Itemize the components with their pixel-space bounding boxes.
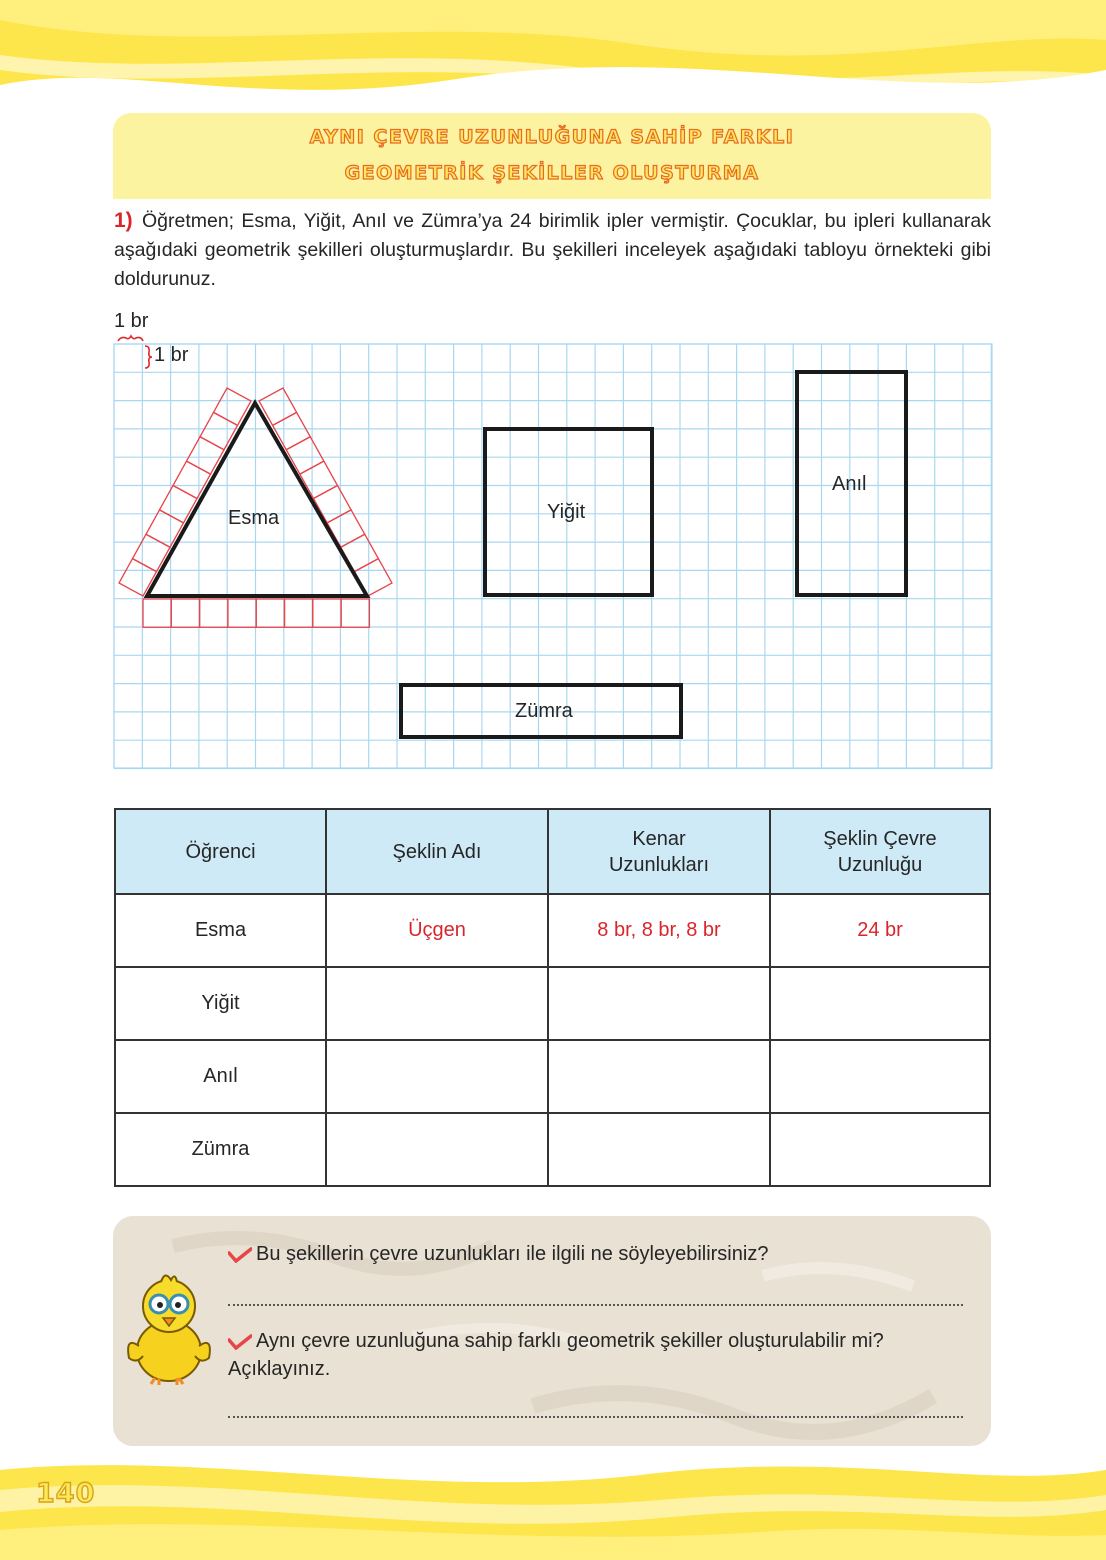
cell-perimeter[interactable] xyxy=(770,967,990,1040)
unit-bracket-side xyxy=(145,346,152,368)
cell-shape-name[interactable] xyxy=(326,1113,548,1186)
page-number: 140 xyxy=(36,1478,96,1509)
cell-shape-name: Üçgen xyxy=(326,894,548,967)
red-check-icon xyxy=(228,1247,252,1263)
reflection-question-2-text: Aynı çevre uzunluğuna sahip farklı geometrik şekiller oluşturulabilir mi? xyxy=(256,1330,884,1352)
table-header-row xyxy=(115,809,990,894)
cell-student: Zümra xyxy=(115,1113,326,1186)
label-yigit: Yiğit xyxy=(547,501,586,523)
cell-perimeter[interactable] xyxy=(770,1113,990,1186)
reflection-question-1 xyxy=(228,1240,768,1268)
table-row xyxy=(115,1040,990,1113)
unit-bracket-top xyxy=(118,336,143,341)
unit-label-top: 1 br xyxy=(114,310,149,332)
cell-shape-name[interactable] xyxy=(326,967,548,1040)
answer-line-1[interactable] xyxy=(228,1304,963,1306)
cell-side-lengths[interactable] xyxy=(548,967,770,1040)
bottom-wave-decoration xyxy=(0,1440,1106,1560)
table-row xyxy=(115,894,990,967)
cell-shape-name[interactable] xyxy=(326,1040,548,1113)
table-row xyxy=(115,967,990,1040)
label-zumra: Zümra xyxy=(515,700,573,722)
question-text: Öğretmen; Esma, Yiğit, Anıl ve Zümra’ya 24 birimlik ipler vermiştir. Çocuklar, bu ipleri kullanarak aşağıdaki geometrik şekilleri oluşturmuşlardır. Bu şekilleri inceleyek aşağıdaki tabloyu örnekteki gibi doldurunuz. xyxy=(114,210,991,290)
header-student: Öğrenci xyxy=(115,809,326,894)
cell-side-lengths[interactable] xyxy=(548,1113,770,1186)
red-check-icon xyxy=(228,1334,252,1350)
header-shape-name: Şeklin Adı xyxy=(326,809,548,894)
label-anil: Anıl xyxy=(832,473,867,495)
reflection-question-1-text: Bu şekillerin çevre uzunlukları ile ilgili ne söyleyebilirsiniz? xyxy=(256,1243,769,1265)
header-side-lengths: Kenar Uzunlukları xyxy=(548,809,770,894)
chick-mascot-icon xyxy=(121,1266,216,1386)
reflection-question-2-cont: Açıklayınız. xyxy=(228,1358,331,1380)
cell-perimeter: 24 br xyxy=(770,894,990,967)
title-line-1: AYNI ÇEVRE UZUNLUĞUNA SAHİP FARKLI xyxy=(309,126,795,148)
reflection-box xyxy=(113,1216,991,1446)
unit-label-side: 1 br xyxy=(154,344,189,366)
esma-triangle xyxy=(147,403,367,596)
question-number: 1) xyxy=(114,209,133,232)
table-row xyxy=(115,1113,990,1186)
cell-student: Yiğit xyxy=(115,967,326,1040)
header-perimeter: Şeklin Çevre Uzunluğu xyxy=(770,809,990,894)
cell-student: Esma xyxy=(115,894,326,967)
cell-student: Anıl xyxy=(115,1040,326,1113)
cell-side-lengths[interactable] xyxy=(548,1040,770,1113)
answer-table xyxy=(114,808,991,1187)
answer-line-2[interactable] xyxy=(228,1416,963,1418)
reflection-question-2 xyxy=(228,1327,884,1355)
cell-perimeter[interactable] xyxy=(770,1040,990,1113)
label-esma: Esma xyxy=(228,507,280,529)
title-line-2: GEOMETRİK ŞEKİLLER OLUŞTURMA xyxy=(344,162,760,184)
cell-side-lengths: 8 br, 8 br, 8 br xyxy=(548,894,770,967)
